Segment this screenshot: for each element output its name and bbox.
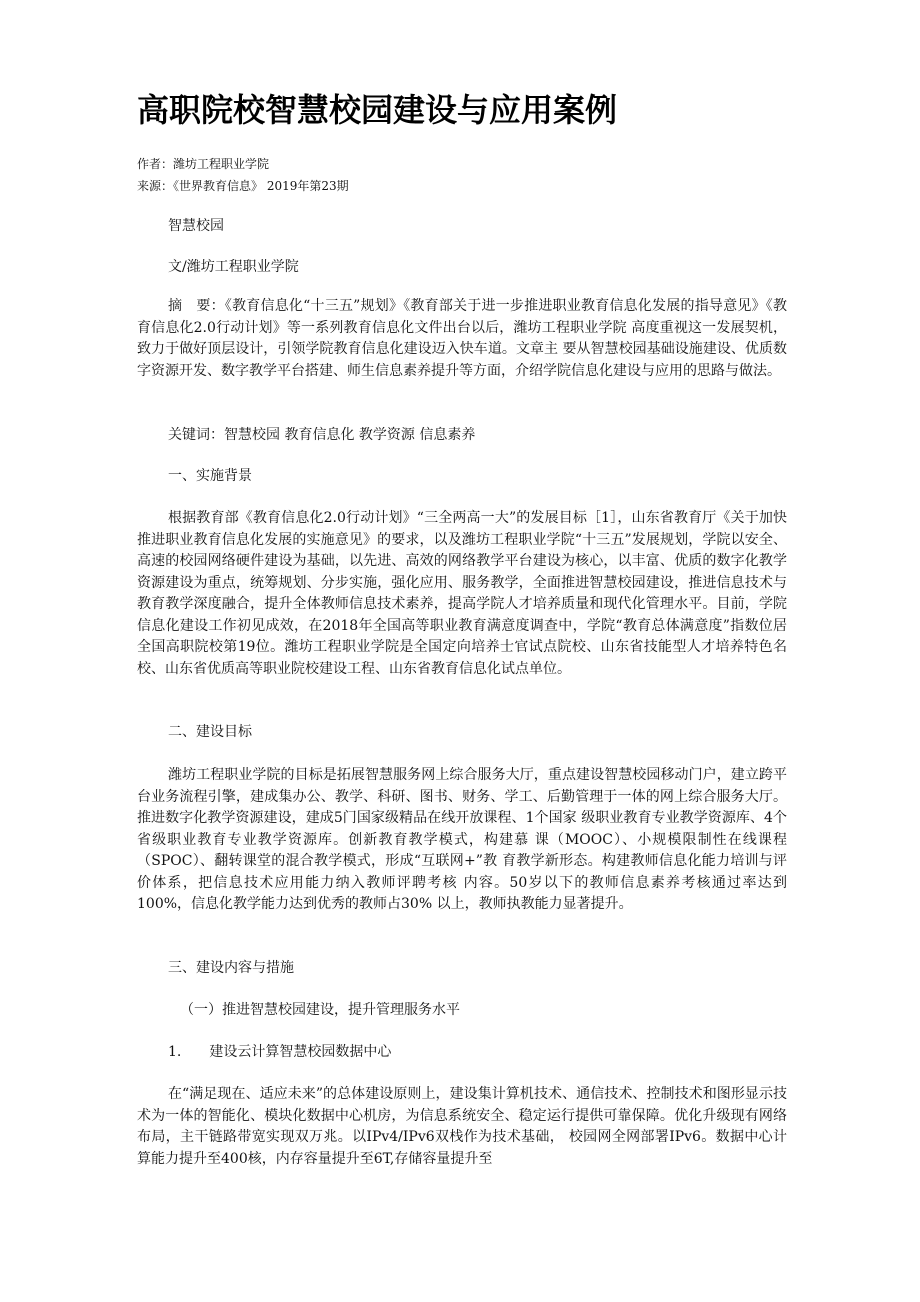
section-heading-background: 一、实施背景 <box>168 468 252 484</box>
item-heading-data-center: 1. 建设云计算智慧校园数据中心 <box>168 1044 392 1060</box>
section-background-paragraph: 根据教育部《教育信息化2.0行动计划》“三全两高一大”的发展目标［1］，山东省教育厅《关于加快推进职业教育信息化发展的实施意见》的要求，以及潍坊工程职业学院“十三五”发展规划，学院以安全、高速的校园网络硬件建设为基础，以先进、高效的网络教学平台建设为核心，以丰富、优质的数字化教学资源建设为重点，统筹规划、分步实施，强化应用、服务教学，全面推进智慧校园建设，推进信息技术与教育教学深度融合，提升全体教师信息技术素养，提高学院人才培养质量和现代化管理水平。目前，学院信息化建设工作初见成效，在2018年全国高等职业教育满意度调查中，学院“教育总体满意度”指数位居全国高职院校第19位。潍坊工程职业学院是全国定向培养士官试点院校、山东省技能型人才培养特色名校、山东省优质高等职业院校建设工程、山东省教育信息化试点单位。 <box>137 510 787 677</box>
keywords-line: 关键词：智慧校园 教育信息化 教学资源 信息素养 <box>168 427 476 443</box>
item-data-center-paragraph: 在“满足现在、适应未来”的总体建设原则上，建设集计算机技术、通信技术、控制技术和图形显示技术为一体的智能化、模块化数据中心机房，为信息系统安全、稳定运行提供可靠保障。优化升级现有网络布局，主干链路带宽实现双万兆。以IPv4/IPv6双栈作为技术基础， 校园网全网部署IPv6。数据中心计算能力提升至400核，内存容量提升至6T,存储容量提升至 <box>137 1086 787 1167</box>
subsection-heading-smart-campus: （一）推进智慧校园建设，提升管理服务水平 <box>180 1002 460 1018</box>
column-label: 智慧校园 <box>168 218 224 234</box>
document-title: 高职院校智慧校园建设与应用案例 <box>137 91 618 129</box>
section-heading-goals: 二、建设目标 <box>168 724 252 740</box>
section-heading-measures: 三、建设内容与措施 <box>168 960 294 976</box>
source-line: 来源：《世界教育信息》 2019年第23期 <box>137 179 349 193</box>
author-line: 作者：潍坊工程职业学院 <box>137 157 270 171</box>
byline: 文/潍坊工程职业学院 <box>168 259 299 275</box>
section-goals-paragraph: 潍坊工程职业学院的目标是拓展智慧服务网上综合服务大厅，重点建设智慧校园移动门户，建立跨平台业务流程引擎，建成集办公、教学、科研、图书、财务、学工、后勤管理于一体的网上综合服务大厅。推进数字化教学资源建设，建成5门国家级精品在线开放课程、1个国家 级职业教育专业教学资源库、4个省级职业教育专业教学资源库。创新教育教学模式，构建慕 课（MOOC）、小规模限制性在线课程（SPOC）、翻转课堂的混合教学模式，形成“互联网+”教 育教学新形态。构建教师信息化能力培训与评价体系，把信息技术应用能力纳入教师评聘考核 内容。50岁以下的教师信息素养考核通过率达到100%，信息化教学能力达到优秀的教师占30% 以上，教师执教能力显著提升。 <box>137 767 787 912</box>
abstract-paragraph: 摘 要：《教育信息化“十三五”规划》《教育部关于进一步推进职业教育信息化发展的指导意见》《教育信息化2.0行动计划》等一系列教育信息化文件出台以后，潍坊工程职业学院 高度重视这一发展契机，致力于做好顶层设计，引领学院教育信息化建设迈入快车道。文章主 要从智慧校园基础设施建设、优质数字资源开发、数字教学平台搭建、师生信息素养提升等方面，介绍学院信息化建设与应用的思路与做法。 <box>137 298 787 379</box>
